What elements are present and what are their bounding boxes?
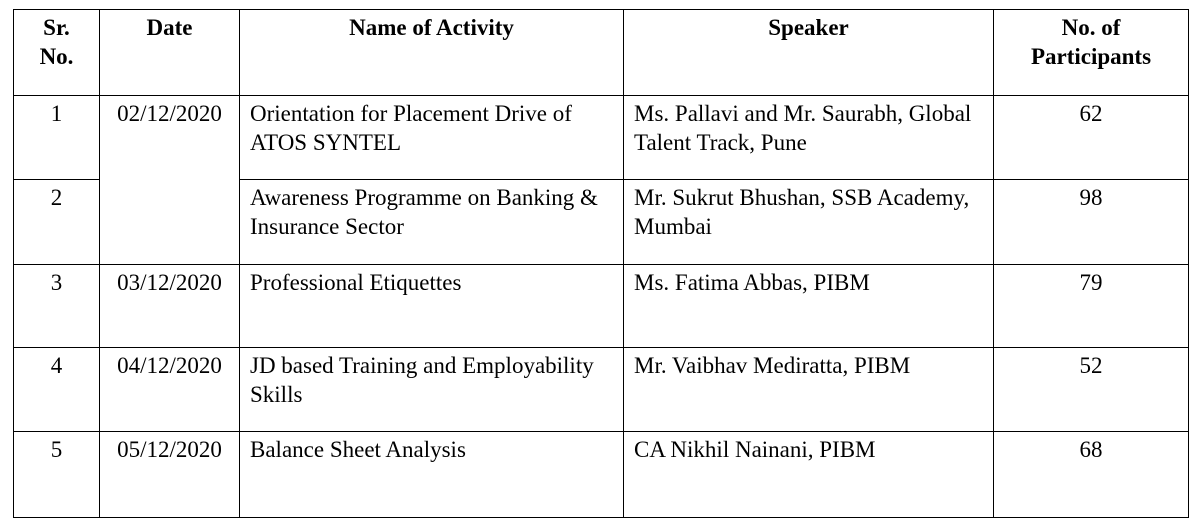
table-row [14, 348, 1189, 432]
header-row [14, 10, 1189, 96]
cell-sr: 5 [14, 432, 100, 518]
activities-table [13, 9, 1189, 518]
table-row [14, 96, 1189, 180]
cell-activity: Balance Sheet Analysis [240, 432, 624, 518]
header-participants: No. of Participants [994, 10, 1189, 96]
cell-sr: 1 [14, 96, 100, 180]
cell-activity: Orientation for Placement Drive of ATOS SYNTEL [240, 96, 624, 180]
cell-participants: 52 [994, 348, 1189, 432]
cell-speaker: Mr. Sukrut Bhushan, SSB Academy, Mumbai [624, 180, 994, 265]
cell-participants: 62 [994, 96, 1189, 180]
cell-sr: 4 [14, 348, 100, 432]
cell-speaker: Ms. Fatima Abbas, PIBM [624, 265, 994, 348]
cell-speaker: Ms. Pallavi and Mr. Saurabh, Global Talent Track, Pune [624, 96, 994, 180]
cell-speaker: Mr. Vaibhav Mediratta, PIBM [624, 348, 994, 432]
cell-date: 05/12/2020 [100, 432, 240, 518]
header-activity: Name of Activity [240, 10, 624, 96]
cell-activity: Awareness Programme on Banking & Insurance Sector [240, 180, 624, 265]
cell-participants: 98 [994, 180, 1189, 265]
cell-activity: Professional Etiquettes [240, 265, 624, 348]
header-speaker: Speaker [624, 10, 994, 96]
cell-participants: 68 [994, 432, 1189, 518]
header-date: Date [100, 10, 240, 96]
cell-sr: 2 [14, 180, 100, 265]
cell-speaker: CA Nikhil Nainani, PIBM [624, 432, 994, 518]
cell-sr: 3 [14, 265, 100, 348]
cell-participants: 79 [994, 265, 1189, 348]
header-sr-no: Sr. No. [14, 10, 100, 96]
table-row [14, 432, 1189, 518]
cell-date: 04/12/2020 [100, 348, 240, 432]
cell-activity: JD based Training and Employability Skills [240, 348, 624, 432]
table-row [14, 265, 1189, 348]
cell-date: 02/12/2020 [100, 96, 240, 265]
cell-date: 03/12/2020 [100, 265, 240, 348]
